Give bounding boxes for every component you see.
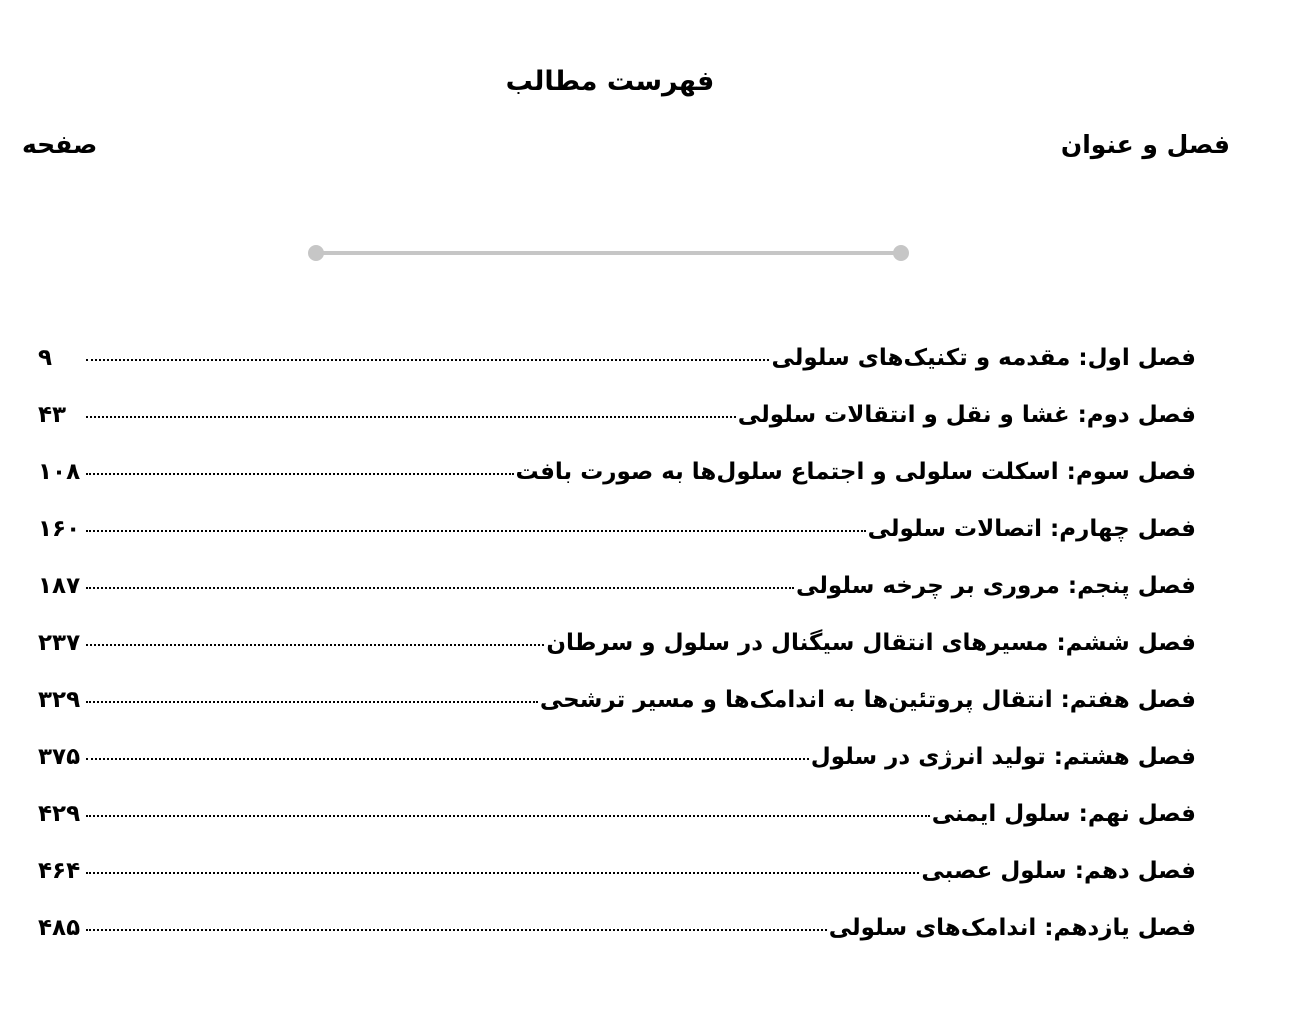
toc-entry[interactable] (38, 630, 1196, 687)
toc-entry[interactable] (38, 687, 1196, 744)
dot-leader (86, 701, 538, 703)
dot-leader (86, 416, 736, 418)
toc-entry[interactable] (38, 801, 1196, 858)
toc-entry-title: فصل ششم: مسیرهای انتقال سیگنال در سلول و سرطان (546, 630, 1196, 656)
table-of-contents (38, 345, 1196, 972)
toc-entry-title: فصل چهارم: اتصالات سلولی (867, 516, 1196, 542)
page-column-header: صفحه (22, 130, 98, 159)
toc-entry-page: ۳۲۹ (38, 687, 81, 713)
dot-leader (86, 758, 809, 760)
toc-entry[interactable] (38, 573, 1196, 630)
toc-entry[interactable] (38, 459, 1196, 516)
dot-leader (86, 530, 866, 532)
toc-entry-title: فصل یازدهم: اندامک‌های سلولی (828, 915, 1196, 941)
toc-entry-title: فصل هفتم: انتقال پروتئین‌ها به اندامک‌ها و مسیر ترشحی (539, 687, 1196, 713)
toc-entry-page: ۱۸۷ (38, 573, 81, 599)
toc-entry-title: فصل دوم: غشا و نقل و انتقالات سلولی (737, 402, 1196, 428)
toc-entry-page: ۱۰۸ (38, 459, 81, 485)
toc-entry-page: ۳۷۵ (38, 744, 81, 770)
toc-entry-page: ۹ (38, 345, 53, 371)
divider-dot-right (893, 245, 909, 261)
toc-entry[interactable] (38, 858, 1196, 915)
page-title: فهرست مطالب (505, 66, 715, 97)
dot-leader (86, 872, 919, 874)
toc-entry-page: ۴۶۴ (38, 858, 81, 884)
decorative-divider (315, 251, 902, 255)
toc-entry-title: فصل اول: مقدمه و تکنیک‌های سلولی (771, 345, 1196, 371)
toc-entry-title: فصل دهم: سلول عصبی (921, 858, 1196, 884)
dot-leader (86, 359, 769, 361)
toc-entry[interactable] (38, 744, 1196, 801)
dot-leader (86, 815, 930, 817)
toc-entry-title: فصل نهم: سلول ایمنی (931, 801, 1196, 827)
toc-entry[interactable] (38, 345, 1196, 402)
toc-entry-title: فصل هشتم: تولید انرژی در سلول (810, 744, 1196, 770)
divider-dot-left (308, 245, 324, 261)
toc-entry-title: فصل سوم: اسکلت سلولی و اجتماع سلول‌ها به صورت بافت (515, 459, 1196, 485)
toc-entry-page: ۴۸۵ (38, 915, 81, 941)
toc-entry-page: ۴۳ (38, 402, 67, 428)
toc-entry[interactable] (38, 915, 1196, 972)
toc-entry-title: فصل پنجم: مروری بر چرخه سلولی (796, 573, 1196, 599)
toc-entry-page: ۱۶۰ (38, 516, 81, 542)
toc-entry[interactable] (38, 402, 1196, 459)
toc-entry-page: ۲۳۷ (38, 630, 81, 656)
chapter-column-header: فصل و عنوان (1060, 130, 1230, 159)
dot-leader (86, 644, 544, 646)
toc-entry[interactable] (38, 516, 1196, 573)
dot-leader (86, 473, 514, 475)
toc-entry-page: ۴۲۹ (38, 801, 81, 827)
dot-leader (86, 587, 794, 589)
dot-leader (86, 929, 827, 931)
